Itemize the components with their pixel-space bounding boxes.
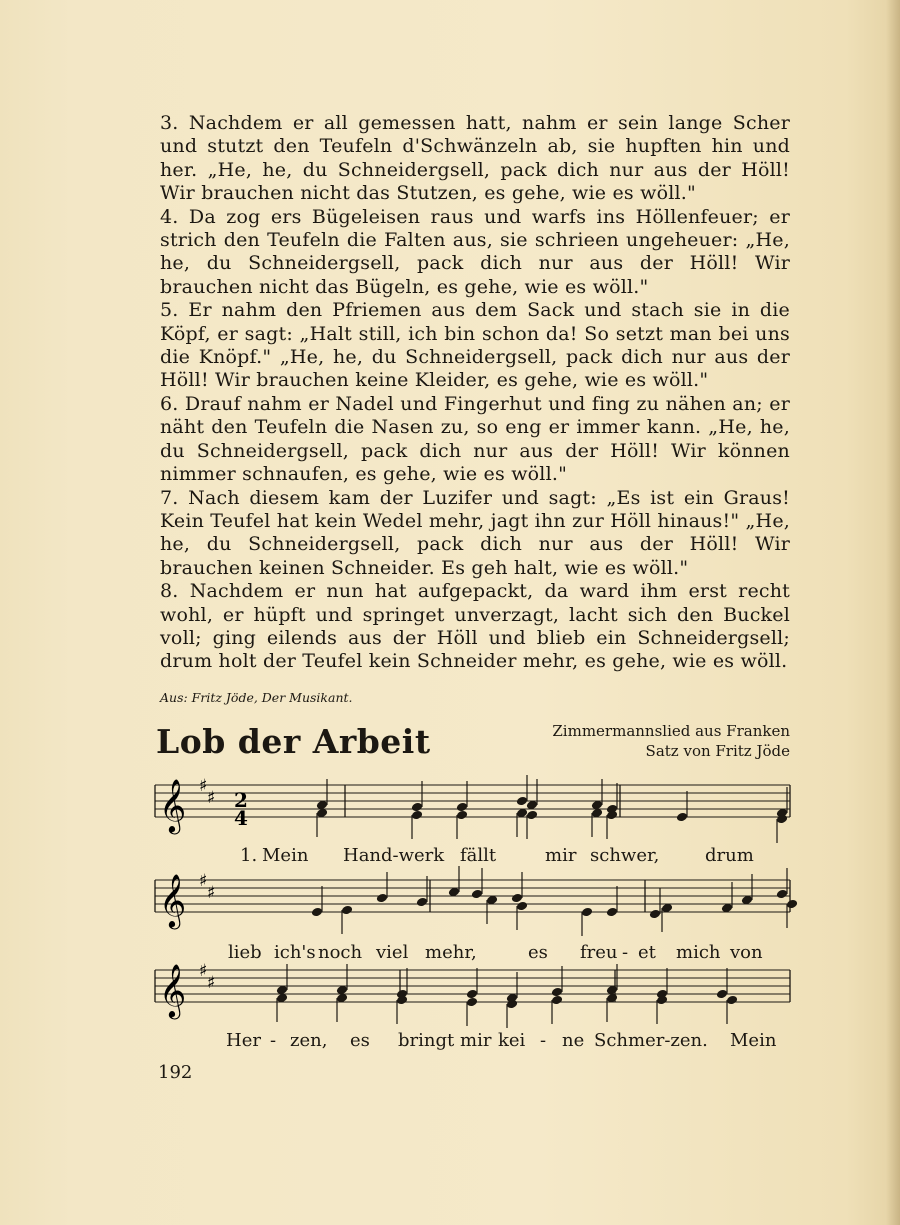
lyric-syllable: es xyxy=(528,942,548,963)
lyric-syllable: mir xyxy=(460,1030,492,1051)
note-icon xyxy=(526,779,538,810)
note-icon xyxy=(606,810,618,839)
sharp-icon: ♯ xyxy=(207,973,216,993)
note-icon xyxy=(416,876,428,907)
note-icon xyxy=(466,997,478,1026)
note-icon xyxy=(606,783,618,814)
lyric-syllable: mehr, xyxy=(425,942,477,963)
note-icon xyxy=(661,903,673,932)
lyric-syllable: mir xyxy=(545,845,577,866)
note-icon xyxy=(486,895,498,924)
note-icon xyxy=(516,808,528,837)
note-head xyxy=(466,989,478,1000)
verse-4: 4. Da zog ers Bügeleisen raus und warfs ins Höllenfeuer; er strich den Teufeln die Falten aus, sie schrieen ungeheuer: „He, he, du Schneidergsell, pack dich nur aus der Höll! Wir brauchen nicht das Bügeln, es gehe, wie es wöll." xyxy=(160,205,790,298)
lyric-syllable: noch xyxy=(318,942,363,963)
lyric-syllable: schwer, xyxy=(590,845,660,866)
note-icon xyxy=(591,808,603,837)
note-icon xyxy=(316,808,328,837)
lyric-syllable: Mein xyxy=(730,1030,777,1051)
note-icon xyxy=(336,964,348,995)
lyric-syllable: et xyxy=(638,942,656,963)
verse-text-block xyxy=(160,112,790,674)
lyric-syllable: Hand-werk xyxy=(343,845,445,866)
lyric-syllable: - xyxy=(622,942,629,963)
lyric-syllable: mich xyxy=(676,942,721,963)
sheet-music xyxy=(150,775,800,1065)
verse-3: 3. Nachdem er all gemessen hatt, nahm er sein lange Scher und stutzt den Teufeln d'Schwänzeln ab, sie hupften hin und her. „He, he, du Schneidergsell, pack dich nur aus der Höll! Wir brauchen nicht das Stutzen, es gehe, wie es wöll." xyxy=(160,112,790,205)
note-head xyxy=(411,802,423,813)
note-head xyxy=(456,810,468,821)
note-icon xyxy=(676,791,688,822)
lyric-syllable: viel xyxy=(376,942,409,963)
note-head xyxy=(551,995,563,1006)
note-icon xyxy=(341,905,353,934)
page-number: 192 xyxy=(158,1062,193,1083)
note-head xyxy=(606,907,618,918)
lyric-syllable: ne xyxy=(562,1030,585,1051)
note-icon xyxy=(721,882,733,913)
lyric-syllable: Her xyxy=(226,1030,261,1051)
sharp-icon: ♯ xyxy=(199,961,208,981)
note-icon xyxy=(776,814,788,843)
lyric-syllable: bringt xyxy=(398,1030,455,1051)
note-icon xyxy=(776,787,788,818)
note-head xyxy=(376,893,388,904)
note-icon xyxy=(656,968,668,999)
note-icon xyxy=(656,995,668,1024)
time-signature-top: 2 xyxy=(234,788,248,812)
note-head xyxy=(516,901,528,912)
lyric-syllable: ich's xyxy=(274,942,316,963)
note-head xyxy=(676,812,688,823)
note-head xyxy=(416,897,428,908)
note-icon xyxy=(526,810,538,839)
subtitle-arrangement: Satz von Fritz Jöde xyxy=(645,742,790,760)
song-subtitle xyxy=(552,721,790,761)
note-head xyxy=(551,987,563,998)
note-head xyxy=(649,909,661,920)
treble-clef-icon: 𝄞 xyxy=(159,963,187,1017)
lyric-syllable: Schmer-zen. xyxy=(594,1030,708,1051)
staff xyxy=(155,961,790,1019)
lyric-syllable: zen, xyxy=(290,1030,328,1051)
note-icon xyxy=(516,775,528,806)
subtitle-origin: Zimmermannslied aus Franken xyxy=(552,722,790,740)
note-icon xyxy=(716,968,728,999)
note-icon xyxy=(466,968,478,999)
note-icon xyxy=(551,995,563,1024)
lyric-syllable: lieb xyxy=(228,942,262,963)
note-head xyxy=(311,907,323,918)
note-icon xyxy=(448,866,460,897)
note-icon xyxy=(396,995,408,1024)
treble-clef-icon: 𝄞 xyxy=(159,778,187,832)
note-head xyxy=(456,802,468,813)
note-head xyxy=(511,893,523,904)
note-icon xyxy=(471,868,483,899)
note-head xyxy=(471,889,483,900)
lyric-syllable: - xyxy=(540,1030,547,1051)
note-head xyxy=(411,810,423,821)
note-icon xyxy=(276,964,288,995)
source-citation: Aus: Fritz Jöde, Der Musikant. xyxy=(160,690,353,705)
note-head xyxy=(581,907,593,918)
note-icon xyxy=(311,886,323,917)
song-title: Lob der Arbeit xyxy=(156,722,431,761)
treble-clef-icon: 𝄞 xyxy=(159,873,187,927)
lyric-syllable: kei xyxy=(498,1030,526,1051)
note-icon xyxy=(726,995,738,1024)
note-icon xyxy=(456,810,468,839)
note-icon xyxy=(786,899,798,928)
note-icon xyxy=(606,886,618,917)
note-icon xyxy=(456,781,468,812)
staff xyxy=(155,871,790,929)
lyric-syllable: freu xyxy=(580,942,618,963)
staff xyxy=(155,776,790,834)
verse-8: 8. Nachdem er nun hat aufgepackt, da ward ihm erst recht wohl, er hüpft und springet unverzagt, lacht sich den Buckel voll; ging eilends aus der Höll und blieb ein Schneidergsell; drum holt der Teufel kein Schneider mehr, es gehe, wie es wöll. xyxy=(160,580,790,673)
note-icon xyxy=(506,972,518,1003)
note-head xyxy=(716,989,728,1000)
lyric-syllable: fällt xyxy=(460,845,497,866)
note-icon xyxy=(741,874,753,905)
note-icon xyxy=(591,779,603,810)
note-icon xyxy=(776,868,788,899)
note-head xyxy=(726,995,738,1006)
lyric-syllable: 1. xyxy=(240,845,258,866)
sharp-icon: ♯ xyxy=(199,776,208,796)
note-head xyxy=(516,796,528,807)
lyric-syllable: - xyxy=(270,1030,277,1051)
note-icon xyxy=(396,968,408,999)
note-icon xyxy=(506,999,518,1028)
note-icon xyxy=(411,781,423,812)
note-icon xyxy=(316,779,328,810)
note-icon xyxy=(581,907,593,936)
note-icon xyxy=(336,993,348,1022)
lyric-syllable: von xyxy=(730,942,763,963)
note-icon xyxy=(606,993,618,1022)
note-head xyxy=(786,899,798,910)
note-icon xyxy=(516,901,528,930)
lyric-syllable: es xyxy=(350,1030,370,1051)
note-icon xyxy=(276,993,288,1022)
note-icon xyxy=(606,964,618,995)
time-signature-bottom: 4 xyxy=(234,806,248,830)
note-icon xyxy=(411,810,423,839)
note-icon xyxy=(551,966,563,997)
verse-5: 5. Er nahm den Pfriemen aus dem Sack und stach sie in die Köpf, er sagt: „Halt still, ich bin schon da! So setzt man bei uns die Knöpf." „He, he, du Schneidergsell, pack dich nur aus der Höll! Wir brauchen keine Kleider, es gehe, wie es wöll." xyxy=(160,299,790,392)
sharp-icon: ♯ xyxy=(199,871,208,891)
note-head xyxy=(776,889,788,900)
note-head xyxy=(526,810,538,821)
sharp-icon: ♯ xyxy=(207,788,216,808)
verse-6: 6. Drauf nahm er Nadel und Fingerhut und fing zu nähen an; er näht den Teufeln die Nasen zu, so eng er immer kann. „He, he, du Schneidergsell, pack dich nur aus der Höll! Wir können nimmer schnaufen, es gehe, wie es wöll." xyxy=(160,392,790,486)
lyric-syllable: Mein xyxy=(262,845,309,866)
note-head xyxy=(341,905,353,916)
verse-7: 7. Nach diesem kam der Luzifer und sagt: „Es ist ein Graus! Kein Teufel hat kein Wedel mehr, jagt ihn zur Höll hinaus!" „He, he, du Schneidergsell, pack dich nur aus der Höll! Wir brauchen keinen Schneider. Es geh halt, wie es wöll." xyxy=(160,486,791,579)
note-head xyxy=(466,997,478,1008)
lyric-syllable: drum xyxy=(705,845,754,866)
page-edge-shadow xyxy=(886,0,900,1225)
sharp-icon: ♯ xyxy=(207,883,216,903)
